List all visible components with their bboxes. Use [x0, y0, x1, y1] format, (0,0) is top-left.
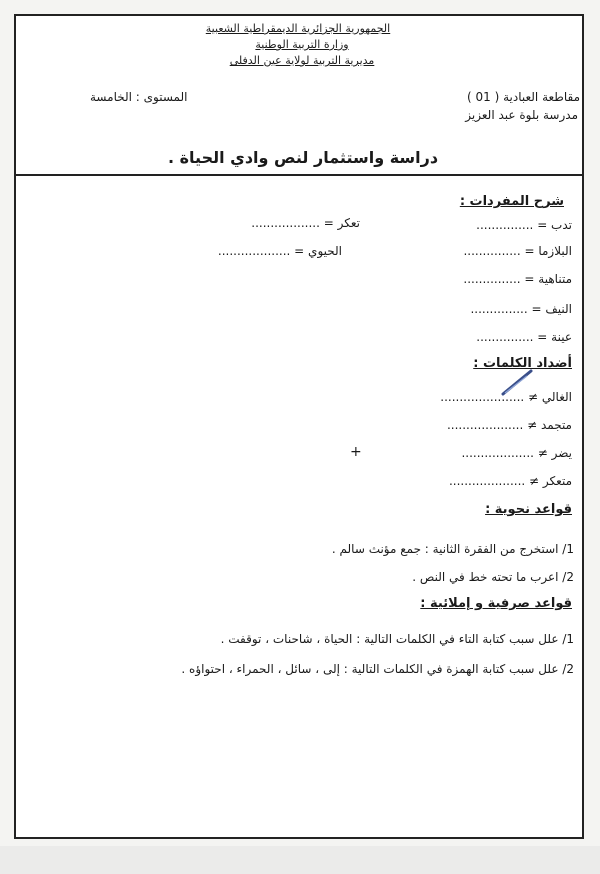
directorate-line: مديرية التربية لولاية عين الدفلى	[229, 54, 375, 67]
vocab-item: الحيوي = ...................	[217, 244, 342, 258]
vocab-item: عينة = ...............	[476, 330, 572, 344]
school-line: مدرسة بلوة عبد العزيز	[465, 108, 578, 122]
grammar-item: 1/ استخرج من الفقرة الثانية : جمع مؤنث سالم .	[331, 542, 574, 556]
plus-mark: +	[350, 444, 362, 460]
district-line: مقاطعة العبادية ( 01 )	[466, 90, 580, 104]
vocab-item: البلازما = ...............	[463, 244, 572, 258]
antonym-item: يضر ≠ ...................	[461, 446, 572, 460]
vocab-item: النيف = ...............	[470, 302, 572, 316]
page-title: دراسة واستثمار لنص وادي الحياة .	[167, 148, 439, 167]
republic-line: الجمهورية الجزائرية الديمقراطية الشعبية	[205, 22, 391, 35]
spelling-item: 2/ علل سبب كتابة الهمزة في الكلمات التالية : إلى ، سائل ، الحمراء ، احتواؤه .	[181, 662, 574, 676]
vocab-item: تعكر = ..................	[251, 216, 360, 230]
antonyms-heading: أضداد الكلمات :	[473, 356, 572, 371]
worksheet	[14, 14, 584, 839]
vocab-item: تدب = ...............	[476, 218, 572, 232]
ministry-line: وزارة التربية الوطنية	[255, 38, 349, 51]
spelling-item: 1/ علل سبب كتابة التاء في الكلمات التالية : الحياة ، شاحنات ، توقفت .	[220, 632, 574, 646]
level-line: المستوى : الخامسة	[90, 90, 188, 104]
antonym-item: متعكر ≠ ....................	[448, 474, 572, 488]
vocab-heading: شرح المفردات :	[459, 194, 564, 209]
vocab-item: متناهية = ...............	[463, 272, 572, 286]
grammar-heading: قواعد نحوية :	[485, 502, 572, 517]
spelling-heading: قواعد صرفية و إملائية :	[420, 596, 572, 611]
grammar-item: 2/ اعرب ما تحته خط في النص .	[412, 570, 574, 584]
antonym-item: الغالي ≠ ......................	[440, 390, 572, 404]
page-footer-margin	[0, 846, 600, 874]
antonym-item: متجمد ≠ ....................	[446, 418, 572, 432]
header-divider	[16, 174, 582, 176]
